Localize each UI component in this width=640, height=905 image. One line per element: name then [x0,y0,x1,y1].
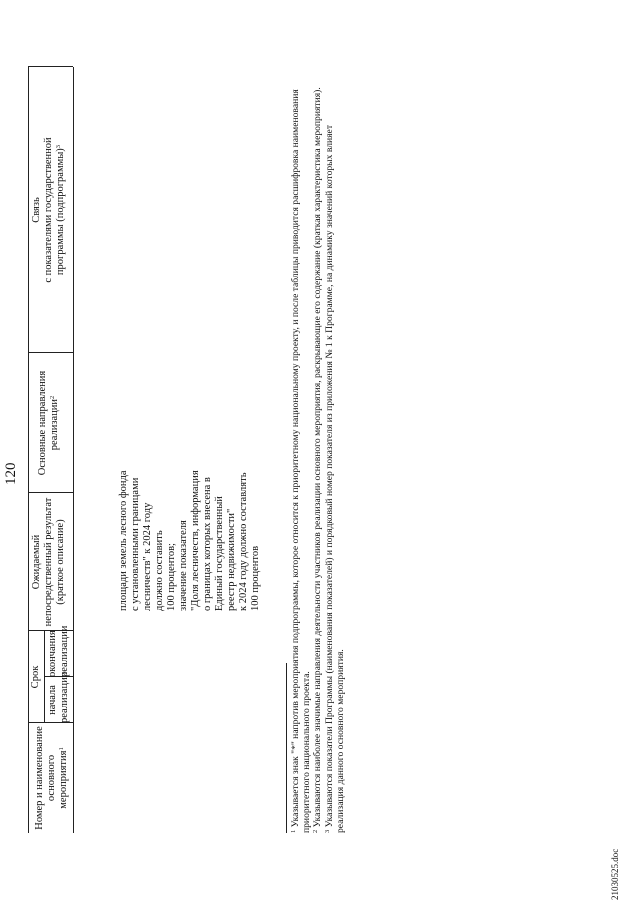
table-top-border [28,67,29,833]
header-link-indicators [31,67,68,353]
result-text-line: о границах которых внесена в [202,477,213,611]
footnote-ref: 2 [49,395,56,399]
footnote-line [335,649,346,833]
footnote-ref: 1 [58,747,65,751]
footnote-text: реализация данного основного мероприятия. [335,649,346,833]
expected-result-text [118,411,262,611]
result-text-line: реестр недвижимости" [226,508,237,611]
header-text: окончания [47,630,58,677]
header-text: Ожидаемый [31,534,42,590]
header-expected-result [31,493,67,631]
header-text: реализации [59,625,70,677]
footnote-ref: 3 [55,144,62,149]
header-text: реализации [49,398,60,451]
footnote-text: Указываются наиболее значимые направления деятельности участников реализации основного мероприятия, раскрывающие его содержание (краткая характеристика мероприятия). [312,87,323,828]
footnote-separator [286,663,287,833]
header-text: реализации [59,671,70,723]
header-text: с показателями государственной [43,137,54,283]
result-text-line: площади земель лесного фонда [118,470,129,611]
header-number-name [34,723,71,833]
page-number: 120 [3,462,19,485]
header-text: Связь [31,197,42,223]
result-text-line: 100 процентов [250,545,261,611]
footnote-number: 2 [312,829,319,833]
table-header-bottom-border [73,67,74,833]
footnote-number: 3 [324,829,331,833]
footnote-line [312,87,324,833]
result-text-line: Единый государственный [214,496,225,611]
result-text-line: должно составить [154,530,165,611]
header-term-start [47,671,71,723]
footnote-line [301,671,312,833]
header-text: Номер и наименование [34,726,45,830]
result-text-line: лесничеств" к 2024 году [142,502,153,611]
header-text: начала [47,685,58,715]
result-text-line: значение показателя [178,520,189,611]
result-text-line: "Доля лесничеств, информация [190,470,201,611]
header-directions [37,353,62,493]
file-name: 21030525.doc [610,848,620,900]
header-text: непосредственный результат [43,497,54,627]
header-text: программы (подпрограммы) [55,148,66,276]
footnote-text: Указываются показатели Программы (наименования показателей) и порядковый номер показателя из приложения № 1 к Программе, на динамику значений которых влияет [324,124,335,828]
footnote-text: Указывается знак "*" напротив мероприятия подпрограммы, которое относится к приоритетному национальному проекту, и после таблицы приводится расшифровка наименования [290,89,301,828]
header-text: основного мероприятия [46,750,69,809]
header-text: (краткое описание) [55,519,66,605]
header-term-end [47,625,71,677]
result-text-line: с установленными границами [130,477,141,611]
term-group-divider [44,631,45,723]
header-term-group: Срок [30,665,41,689]
result-text-line: 100 процентов; [166,543,177,611]
header-text: Основные направления [37,370,48,476]
footnote-number: 1 [290,829,297,833]
result-text-line: к 2024 году должно составлять [238,472,249,611]
footnote-text: приоритетного национального проекта. [301,671,312,833]
